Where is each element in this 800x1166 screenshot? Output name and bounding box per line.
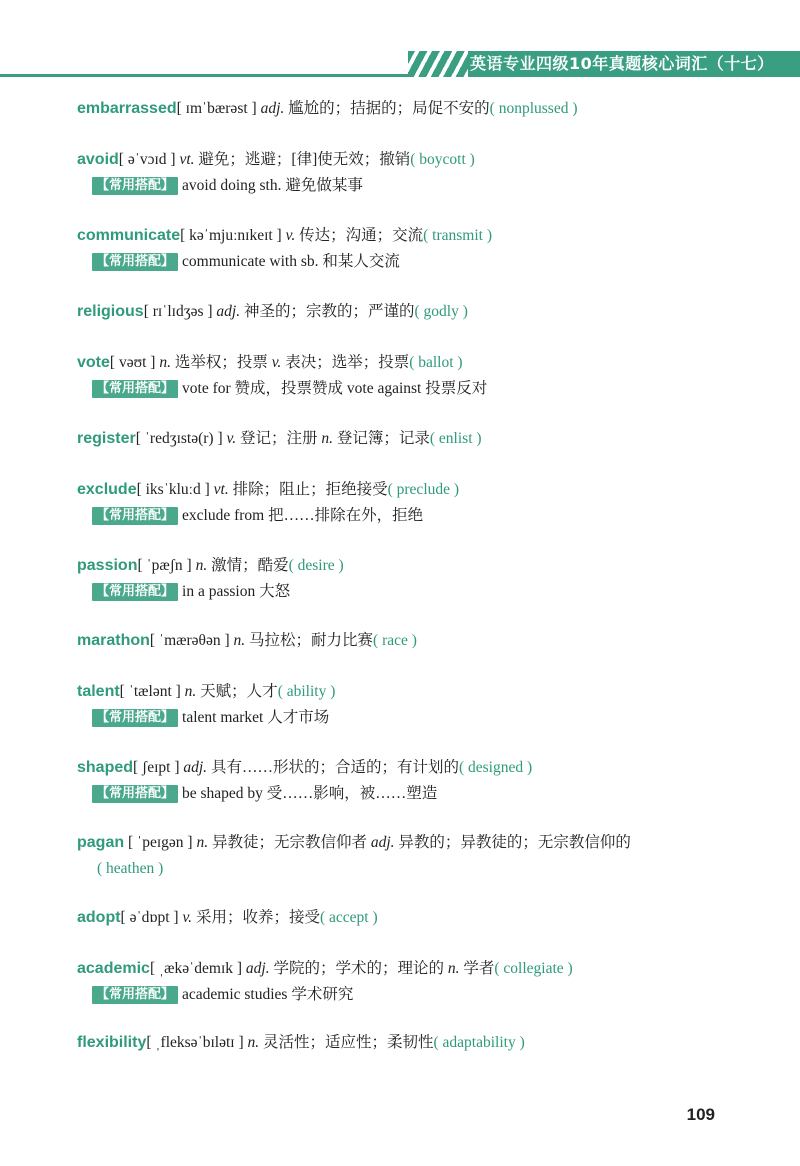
definition-2: 异教的；异教徒的；无宗教信仰的	[398, 834, 631, 851]
definition: 传达；沟通；交流	[299, 227, 424, 244]
phonetic: [ ˈmærəθən ]	[149, 632, 230, 649]
collocation-text: exclude from 把……排除在外，拒绝	[182, 507, 424, 524]
collocation-badge: 【常用搭配】	[92, 986, 178, 1004]
headword: academic	[77, 960, 150, 977]
phonetic: [ vəʊt ]	[109, 354, 156, 371]
collocation-text: academic studies 学术研究	[182, 986, 354, 1003]
vocab-entry-communicate	[77, 223, 740, 275]
definition: 尴尬的；拮据的；局促不安的	[288, 100, 490, 117]
vocab-entry-pagan	[77, 830, 740, 882]
collocation-badge: 【常用搭配】	[92, 583, 178, 601]
synonym: ( nonplussed )	[489, 100, 578, 117]
collocation-text: be shaped by 受……影响，被……塑造	[182, 785, 438, 802]
collocation-badge: 【常用搭配】	[92, 380, 178, 398]
part-of-speech: adj.	[260, 100, 285, 117]
phonetic: [ ˈpæʃn ]	[137, 557, 192, 574]
definition-2: 登记簿；记录	[336, 430, 430, 447]
synonym: ( godly )	[414, 303, 468, 320]
phonetic: [ ˈredʒɪstə(r) ]	[135, 430, 223, 447]
part-of-speech: vt.	[213, 481, 229, 498]
definition: 排除；阻止；拒绝接受	[232, 481, 388, 498]
phonetic: [ əˈvɔɪd ]	[118, 151, 176, 168]
part-of-speech-2: n.	[321, 430, 333, 447]
part-of-speech: v.	[226, 430, 237, 447]
collocation-text: avoid doing sth. 避免做某事	[182, 177, 363, 194]
collocation-text: communicate with sb. 和某人交流	[182, 253, 400, 270]
part-of-speech-2: n.	[447, 960, 460, 977]
definition: 采用；收养；接受	[195, 909, 320, 926]
synonym: ( boycott )	[410, 151, 475, 168]
definition: 灵活性；适应性；柔韧性	[263, 1034, 434, 1051]
definition: 选举权；投票	[174, 354, 268, 371]
part-of-speech: adj.	[183, 759, 208, 776]
part-of-speech: n.	[247, 1034, 260, 1051]
synonym: ( preclude )	[387, 481, 460, 498]
part-of-speech: adj.	[216, 303, 241, 320]
synonym: ( heathen )	[97, 860, 164, 877]
collocation-badge: 【常用搭配】	[92, 507, 178, 525]
vocab-entry-embarrassed	[77, 96, 740, 122]
synonym: ( collegiate )	[494, 960, 573, 977]
phonetic: [ ʃeɪpt ]	[133, 759, 180, 776]
definition-2: 学者	[463, 960, 495, 977]
definition-2: 表决；选举；投票	[285, 354, 410, 371]
definition: 学院的；学术的；理论的	[273, 960, 444, 977]
headword: flexibility	[77, 1034, 147, 1051]
collocation-badge: 【常用搭配】	[92, 709, 178, 727]
vocab-entry-marathon	[77, 628, 740, 654]
phonetic: [ ˈpeɪgən ]	[128, 834, 193, 851]
phonetic: [ rɪˈlɪdʒəs ]	[143, 303, 213, 320]
headword: register	[77, 430, 136, 447]
vocab-entry-vote	[77, 350, 740, 402]
synonym: ( designed )	[458, 759, 533, 776]
synonym: ( ability )	[277, 683, 336, 700]
headword: exclude	[77, 481, 137, 498]
vocab-entry-adopt	[77, 905, 740, 931]
part-of-speech: adj.	[245, 960, 270, 977]
synonym: ( transmit )	[423, 227, 492, 244]
synonym: ( race )	[373, 632, 417, 649]
collocation-badge: 【常用搭配】	[92, 253, 178, 271]
vocab-entry-avoid	[77, 147, 740, 199]
definition: 马拉松；耐力比赛	[249, 632, 374, 649]
headword: embarrassed	[77, 100, 177, 117]
phonetic: [ ˈtælənt ]	[119, 683, 181, 700]
vocab-entry-talent	[77, 679, 740, 731]
vocab-entry-academic	[77, 956, 740, 1008]
vocab-entry-passion	[77, 553, 740, 605]
page-number: 109	[686, 1105, 715, 1124]
collocation-text: vote for 赞成，投票赞成 vote against 投票反对	[182, 380, 488, 397]
part-of-speech: v.	[285, 227, 296, 244]
headword: marathon	[77, 632, 150, 649]
definition: 激情；酷爱	[211, 557, 289, 574]
synonym: ( accept )	[319, 909, 378, 926]
collocation-badge: 【常用搭配】	[92, 177, 178, 195]
part-of-speech: vt.	[179, 151, 195, 168]
header-stripes-decoration	[408, 51, 468, 77]
synonym: ( adaptability )	[433, 1034, 525, 1051]
definition: 登记；注册	[239, 430, 318, 447]
part-of-speech: n.	[195, 557, 208, 574]
definition: 异教徒；无宗教信仰者	[211, 834, 367, 851]
synonym: ( enlist )	[429, 430, 482, 447]
collocation-badge: 【常用搭配】	[92, 785, 178, 803]
part-of-speech: v.	[182, 909, 193, 926]
definition: 具有……形状的；合适的；有计划的	[210, 759, 459, 776]
headword: communicate	[77, 227, 181, 244]
definition: 避免；逃避；[律]使无效；撤销	[198, 151, 411, 168]
phonetic: [ ɪmˈbærəst ]	[176, 100, 257, 117]
synonym: ( desire )	[288, 557, 344, 574]
vocab-entry-religious	[77, 299, 740, 325]
phonetic: [ iksˈkluːd ]	[136, 481, 210, 498]
running-header-title: 英语专业四级10年真题核心词汇（十七）	[470, 54, 774, 73]
part-of-speech: n.	[196, 834, 209, 851]
headword: religious	[77, 303, 144, 320]
vocab-entry-shaped	[77, 755, 740, 807]
part-of-speech: n.	[233, 632, 246, 649]
part-of-speech-2: adj.	[370, 834, 395, 851]
headword: adopt	[77, 909, 121, 926]
synonym: ( ballot )	[409, 354, 463, 371]
headword: talent	[77, 683, 120, 700]
collocation-text: talent market 人才市场	[182, 709, 330, 726]
part-of-speech-2: v.	[271, 354, 282, 371]
collocation-text: in a passion 大怒	[182, 583, 291, 600]
definition: 天赋；人才	[200, 683, 278, 700]
headword: avoid	[77, 151, 119, 168]
phonetic: [ ˌfleksəˈbɪlətɪ ]	[146, 1034, 244, 1051]
part-of-speech: n.	[184, 683, 197, 700]
headword: vote	[77, 354, 110, 371]
phonetic: [ kəˈmjuːnɪkeɪt ]	[180, 227, 282, 244]
header-rule	[0, 74, 420, 77]
headword: passion	[77, 557, 138, 574]
part-of-speech: n.	[159, 354, 171, 371]
phonetic: [ əˈdɒpt ]	[120, 909, 179, 926]
vocab-entry-exclude	[77, 477, 740, 529]
vocab-entry-flexibility	[77, 1030, 740, 1056]
definition: 神圣的；宗教的；严谨的	[243, 303, 415, 320]
phonetic: [ ˌækəˈdemɪk ]	[149, 960, 243, 977]
vocab-entry-register	[77, 426, 740, 452]
headword: pagan	[77, 834, 125, 851]
headword: shaped	[77, 759, 134, 776]
